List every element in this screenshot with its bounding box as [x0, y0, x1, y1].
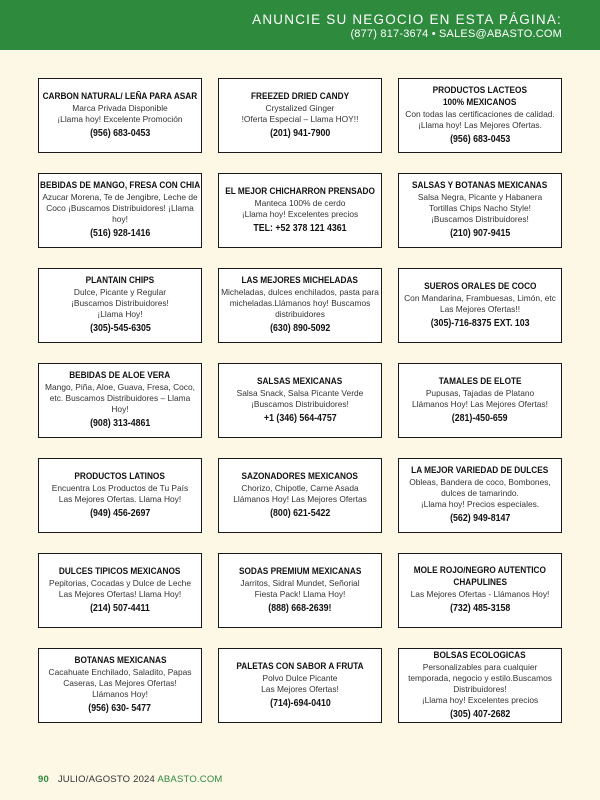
ad-description: Encuentra Los Productos de Tu País	[51, 482, 189, 493]
ad-description: Mango, Piña, Aloe, Guava, Fresa, Coco,	[45, 382, 195, 392]
ad-title: SALSAS MEXICANAS	[257, 375, 343, 387]
issue-date: JULIO/AGOSTO 2024	[57, 774, 156, 785]
ad-title: PRODUCTOS LACTEOS	[432, 84, 528, 96]
ad-title: MOLE ROJO/NEGRO AUTENTICO	[413, 565, 547, 576]
ad-description: ¡Llama hoy! Las Mejores Ofertas.	[418, 119, 542, 130]
classified-ads-grid	[38, 78, 562, 723]
ad-description: Micheladas, dulces enchilados, pasta para	[221, 287, 379, 297]
header-title: ANUNCIE SU NEGOCIO EN ESTA PÁGINA:	[252, 12, 562, 27]
ad-description: Con todas las certificaciones de calidad.	[405, 108, 555, 119]
ad-title: BEBIDAS DE ALOE VERA	[69, 370, 171, 381]
ad-card	[38, 173, 202, 248]
ad-phone: (516) 928-1416	[89, 228, 151, 239]
ad-phone: (956) 683-0453	[89, 127, 151, 139]
ad-description: Caseras, Las Mejores Ofertas!	[63, 678, 177, 688]
ad-description: !Oferta Especial – Llama HOY!!	[241, 113, 359, 124]
ad-description: Azucar Morena, Te de Jengibre, Leche de	[42, 192, 198, 202]
ad-phone: (888) 668-2639!	[268, 602, 332, 614]
ad-description: Las Mejores Ofertas. Llama Hoy!	[58, 493, 182, 504]
ad-phone: (562) 949-8147	[449, 513, 511, 524]
ad-title: BOTANAS MEXICANAS	[74, 655, 166, 666]
ad-title: SALSAS Y BOTANAS MEXICANAS	[412, 180, 548, 191]
ad-description: ¡Buscamos Distribuidores!	[251, 398, 349, 409]
ad-description: Las Mejores Ofertas! Llama Hoy!	[58, 588, 182, 599]
ad-description: Pepitorias, Cocadas y Dulce de Leche	[49, 577, 191, 588]
ad-card	[218, 268, 382, 343]
ad-description: Hoy!	[111, 404, 129, 414]
ad-title: LA MEJOR VARIEDAD DE DULCES	[411, 465, 549, 476]
ad-description: Personalizables para cualquier	[422, 661, 538, 672]
ad-phone: (201) 941-7900	[269, 127, 331, 139]
ad-card	[38, 363, 202, 438]
ad-description: Manteca 100% de cerdo	[254, 197, 346, 208]
ad-description: ¡Llama hoy! Excelentes precios	[421, 694, 539, 705]
ad-description: Cacahuate Enchilado, Saladito, Papas	[48, 667, 192, 677]
ad-title: DULCES TIPICOS MEXICANOS	[59, 565, 181, 577]
ad-card	[398, 268, 562, 343]
ad-description: etc. Buscamos Distribuidores – Llama	[49, 393, 191, 403]
ad-phone: (630) 890-5092	[269, 323, 331, 334]
ad-card	[218, 553, 382, 628]
ad-phone: (800) 621-5422	[269, 507, 331, 519]
ad-phone: (908) 313-4861	[89, 418, 151, 429]
ad-description: Con Mandarina, Frambuesas, Limón, etc	[404, 292, 556, 303]
ad-description: ¡Llama hoy! Excelente Promoción	[57, 113, 183, 124]
ad-phone: (305)-716-8375 EXT. 103	[430, 317, 530, 329]
ad-phone: (305)-545-6305	[89, 323, 151, 334]
ad-card	[398, 173, 562, 248]
ad-description: Las Mejores Ofertas!	[261, 683, 339, 694]
ad-phone: (305) 407-2682	[449, 708, 511, 720]
ad-description: Las Mejores Ofertas - Llámanos Hoy!	[410, 589, 550, 599]
ad-card	[218, 363, 382, 438]
ad-title: TAMALES DE ELOTE	[438, 375, 522, 387]
ad-description: Marca Privada Disponible	[72, 102, 168, 113]
page-header	[0, 0, 600, 50]
ad-card	[218, 173, 382, 248]
ad-description: micheladas.Llámanos hoy! Buscamos	[229, 298, 371, 308]
ad-description: hoy!	[112, 214, 128, 224]
ad-card	[398, 363, 562, 438]
ad-description: Llámanos Hoy! Las Mejores Ofertas	[233, 493, 367, 504]
ad-title: EL MEJOR CHICHARRON PRENSADO	[225, 185, 375, 197]
ad-description: Polvo Dulce Picante	[262, 672, 338, 683]
ad-description: Jarritos, Sidral Mundet, Señorial	[240, 577, 360, 588]
ad-phone: TEL: +52 378 121 4361	[253, 222, 347, 234]
ad-title: FREEZED DRIED CANDY	[250, 90, 350, 102]
ad-phone: (956) 683-0453	[449, 133, 511, 145]
ad-description: Crystalized Ginger	[265, 102, 335, 113]
ad-title: CHAPULINES	[453, 577, 507, 588]
ad-title: BOLSAS ECOLOGICAS	[433, 649, 527, 661]
ad-title: BEBIDAS DE MANGO, FRESA CON CHIA	[39, 180, 201, 191]
ad-card	[398, 553, 562, 628]
ad-description: Distribuidores!	[453, 683, 507, 694]
ad-phone: (714)-694-0410	[269, 697, 331, 709]
ad-card	[398, 648, 562, 723]
ad-title: SAZONADORES MEXICANOS	[241, 470, 359, 482]
ad-description: Pupusas, Tajadas de Platano	[425, 387, 535, 398]
ad-description: Llámanos Hoy!	[92, 689, 148, 699]
ad-phone: (732) 485-3158	[449, 603, 511, 614]
ad-description: Dulce, Picante y Regular	[73, 287, 167, 297]
ad-card	[218, 648, 382, 723]
ad-phone: (214) 507-4411	[90, 602, 150, 614]
ad-phone: (210) 907-9415	[449, 228, 511, 239]
ad-card	[38, 553, 202, 628]
ad-title: 100% MEXICANOS	[443, 96, 517, 108]
ad-description: Llámanos Hoy! Las Mejores Ofertas!	[412, 398, 548, 409]
ad-description: Coco ¡Buscamos Distribuidores! ¡Llama	[46, 203, 194, 213]
ad-description: ¡Buscamos Distribuidores!	[71, 298, 169, 308]
ad-card	[38, 268, 202, 343]
ad-description: ¡Buscamos Distribuidores!	[431, 214, 529, 224]
page-footer	[38, 774, 223, 785]
ad-description: Chorizo, Chipotle, Carne Asada	[241, 482, 359, 493]
page-number: 90	[38, 774, 49, 785]
footer-site: ABASTO.COM	[157, 774, 223, 785]
ad-title: SUEROS ORALES DE COCO	[423, 280, 537, 292]
ad-title: LAS MEJORES MICHELADAS	[241, 275, 359, 286]
ad-card	[38, 648, 202, 723]
ad-description: ¡Llama hoy! Excelentes precios	[241, 208, 359, 219]
ad-title: CARBON NATURAL/ LEÑA PARA ASAR	[42, 90, 198, 102]
ad-description: distribuidores	[275, 309, 325, 319]
ad-title: PRODUCTOS LATINOS	[74, 470, 166, 482]
ad-card	[398, 78, 562, 153]
ad-card	[218, 458, 382, 533]
header-contact: (877) 817-3674 • SALES@ABASTO.COM	[350, 28, 562, 40]
ad-card	[38, 458, 202, 533]
ad-description: ¡Llama Hoy!	[97, 309, 143, 319]
ad-description: Tortillas Chips Nacho Style!	[429, 203, 531, 213]
ad-description: Salsa Snack, Salsa Picante Verde	[236, 387, 364, 398]
ad-card	[218, 78, 382, 153]
ad-description: temporada, negocio y estilo.Buscamos	[408, 672, 552, 683]
ad-description: Salsa Negra, Picante y Habanera	[417, 192, 543, 202]
ad-description: dulces de tamarindo.	[441, 488, 519, 498]
ad-card	[38, 78, 202, 153]
ad-description: ¡Llama hoy! Precios especiales.	[420, 499, 540, 509]
ad-title: PALETAS CON SABOR A FRUTA	[236, 660, 364, 672]
ad-phone: (949) 456-2697	[89, 507, 151, 519]
ad-phone: (281)-450-659	[452, 412, 508, 424]
ad-phone: (956) 630- 5477	[88, 703, 152, 714]
ad-title: SODAS PREMIUM MEXICANAS	[238, 565, 362, 577]
ad-phone: +1 (346) 564-4757	[263, 412, 337, 424]
ad-description: Las Mejores Ofertas!!	[439, 303, 521, 314]
ad-description: Fiesta Pack! Llama Hoy!	[254, 588, 346, 599]
ad-title: PLANTAIN CHIPS	[85, 275, 155, 286]
ad-card	[398, 458, 562, 533]
ad-description: Obleas, Bandera de coco, Bombones,	[409, 477, 551, 487]
